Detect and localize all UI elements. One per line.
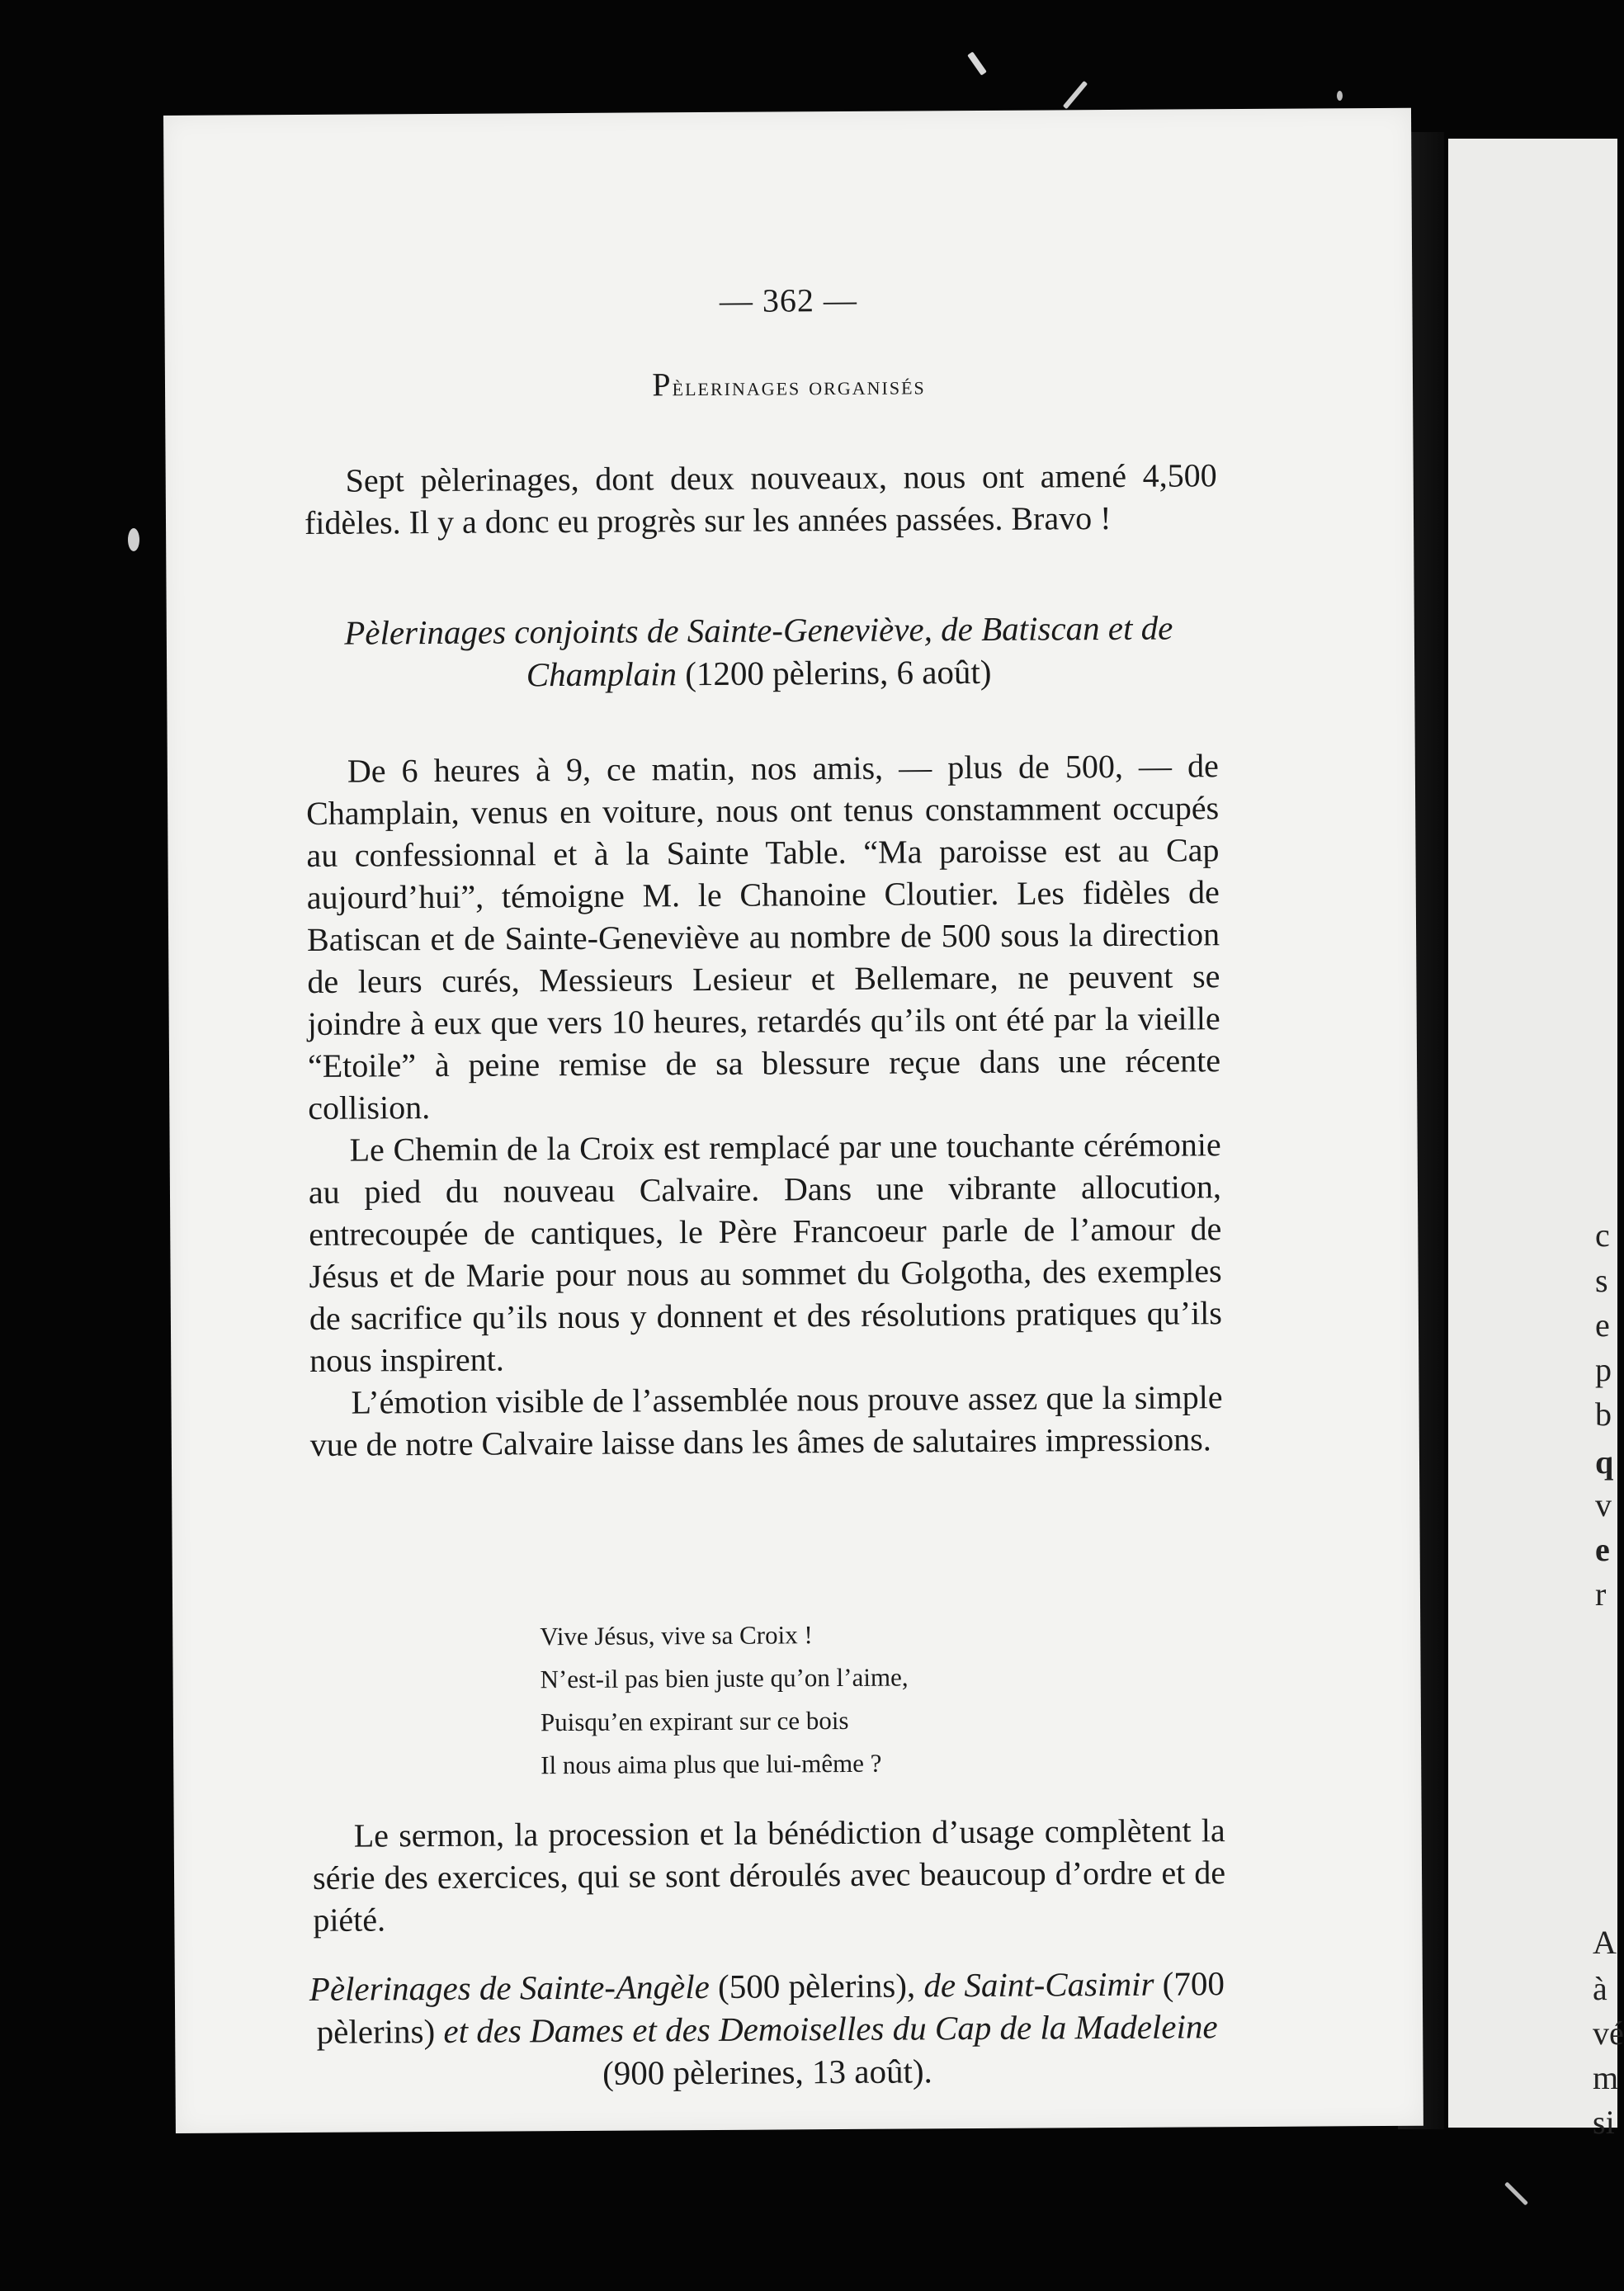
pilgrimage-heading-2: [307, 1962, 1228, 2096]
facing-fragment: si: [1593, 2104, 1615, 2141]
scan-speck: [1063, 81, 1088, 109]
book-page: [163, 108, 1423, 2133]
facing-fragment: q: [1595, 1443, 1614, 1481]
facing-fragment: r: [1595, 1575, 1607, 1613]
paragraph-emotion: L’émotion visible de l’assemblée nous prouve assez que la simple vue de notre Calvaire laisse dans les âmes de salutaires impressions.: [309, 1378, 1223, 1463]
poem-line: Il nous aima plus que lui-même ?: [541, 1748, 882, 1780]
heading-2-italic-1: Pèlerinages de Sainte-Angèle: [309, 1967, 710, 2008]
paragraph-sermon: Le sermon, la procession et la bénédiction d’usage complètent la série des exercices, qui se sont déroulés avec beaucoup d’ordre et de piété.: [312, 1812, 1226, 1939]
facing-fragment: e: [1595, 1531, 1610, 1568]
facing-fragment: m: [1593, 2059, 1619, 2096]
section-title: [165, 361, 1413, 407]
intro-paragraph-block: [304, 454, 1218, 544]
poem-line: Puisqu’en expirant sur ce bois: [540, 1705, 849, 1737]
facing-fragment: vé: [1593, 2015, 1624, 2052]
heading-1-details: (1200 pèlerins, 6 août): [676, 652, 992, 693]
facing-fragment: A: [1593, 1924, 1617, 1961]
paragraph-arrival: De 6 heures à 9, ce matin, nos amis, — plus de 500, — de Champlain, venus en voiture, nous ont tenus constamment occupés au confessionnal et à la Sainte Table. “Ma paroisse est au Cap aujourd’hui”, témoigne M. le Chanoine Cloutier. Les fidèles de Batiscan et de Sainte-Geneviève au nombre de 500 sous la direction de leurs curés, Messieurs Lesieur et Bellemare, ne peuvent se joindre à eux que vers 10 heures, retardés qu’ils ont été par la vieille “Etoile” à peine remise de sa blessure reçue dans une récente collision.: [306, 747, 1221, 1127]
page-number: — 362 —: [719, 281, 858, 319]
facing-fragment: e: [1595, 1306, 1610, 1344]
scan-speck: [1337, 91, 1343, 101]
heading-1-italic: Pèlerinages conjoints de Sainte-Geneviève, de Batiscan et de Champlain: [344, 608, 1173, 694]
heading-2-details-3: (900 pèlerines, 13 août).: [602, 2052, 932, 2092]
facing-fragment: à: [1593, 1970, 1607, 2007]
scan-speck: [128, 528, 139, 551]
poem-line: Vive Jésus, vive sa Croix !: [540, 1620, 813, 1651]
heading-2-details-1: (500 pèlerins),: [709, 1966, 924, 2005]
section-title-initial: P: [652, 366, 673, 404]
main-text-block: [306, 744, 1223, 1466]
scan-speck: [1504, 2182, 1528, 2206]
paragraph-calvary: Le Chemin de la Croix est remplacé par une touchante cérémonie au pied du nouveau Calvaire. Dans une vibrante allocution, entrecoupée de cantiques, le Père Francoeur parle de l’amour de Jésus et de Marie pour nous au sommet du Golgotha, des exemples de sacrifice qu’ils nous y donnent et des résolutions pratiques qu’ils nous inspirent.: [308, 1126, 1223, 1379]
facing-page: [1448, 139, 1624, 2141]
section-title-text: èlerinages organisés: [672, 370, 926, 402]
intro-paragraph: Sept pèlerinages, dont deux nouveaux, nous ont amené 4,500 fidèles. Il y a donc eu progrès sur les années passées. Bravo !: [304, 456, 1217, 541]
heading-2-details-2: (700 pèlerins): [316, 1964, 1225, 2051]
closing-text-block: [313, 1809, 1226, 1941]
facing-fragment: v: [1595, 1486, 1612, 1523]
poem-line: N’est-il pas bien juste qu’on l’aime,: [540, 1662, 909, 1694]
heading-2-italic-3: et des Dames et des Demoiselles du Cap de la Madeleine: [443, 2007, 1218, 2050]
facing-fragment: b: [1595, 1396, 1612, 1433]
page-content: [163, 108, 1423, 2133]
facing-fragment: s: [1595, 1262, 1608, 1299]
poem-verse: [540, 1613, 909, 1788]
heading-2-italic-2: de Saint-Casimir: [923, 1964, 1154, 2005]
facing-fragment: p: [1595, 1351, 1612, 1388]
scan-speck: [967, 51, 987, 75]
facing-fragment: c: [1595, 1216, 1610, 1254]
pilgrimage-heading-1: [299, 606, 1220, 697]
